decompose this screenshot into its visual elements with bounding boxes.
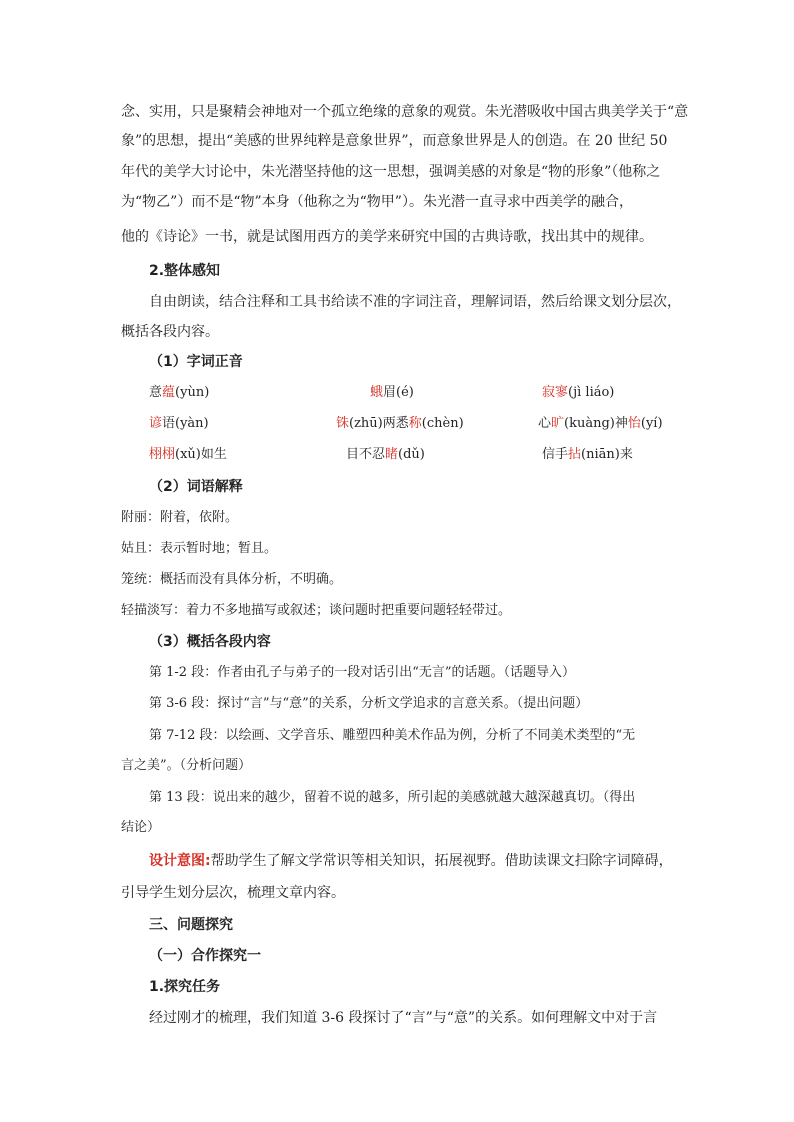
- vocab-item: 笼统：概括而没有具体分析，不明确。: [121, 572, 343, 587]
- heading-pronunciation: （1）字词正音: [149, 354, 243, 370]
- paragraph-line: 念、实用，只是聚精会神地对一个孤立绝缘的意象的观赏。朱光潜吸收中国古典美学关于“意: [121, 104, 689, 120]
- word-entry: 心旷(kuàng)神怡(yí): [538, 416, 663, 431]
- word-entry: 蛾眉(é): [370, 385, 414, 400]
- summary-line: 第 7-12 段：以绘画、文学音乐、雕塑四种美术作品为例，分析了不同美术类型的“无: [149, 728, 636, 743]
- heading-overall: 2.整体感知: [149, 263, 221, 279]
- heading-vocabulary: （2）词语解释: [149, 479, 243, 495]
- word-entry: 栩栩(xǔ)如生: [149, 447, 227, 462]
- design-intent: 设计意图:帮助学生了解文学常识等相关知识，拓展视野。借助读课文扫除字词障碍，: [149, 853, 673, 869]
- word-entry: 谚语(yàn): [149, 416, 209, 431]
- summary-line: 结论）: [121, 820, 161, 835]
- vocab-item: 轻描淡写：着力不多地描写或叙述；谈问题时把重要问题轻轻带过。: [121, 603, 512, 618]
- summary-line: 第 3-6 段：探讨“言”与“意”的关系，分析文学追求的言意关系。（提出问题）: [149, 696, 589, 711]
- paragraph-line: 为“物乙”）而不是“物”本身（他称之为“物甲”）。朱光潜一直寻求中西美学的融合，: [121, 194, 633, 210]
- heading-cooperative: （一）合作探究一: [149, 948, 261, 964]
- paragraph-line: 概括各段内容。: [121, 324, 219, 340]
- paragraph-line: 他的《诗论》一书，就是试图用西方的美学来研究中国的古典诗歌，找出其中的规律。: [121, 229, 653, 245]
- paragraph-line: 经过刚才的梳理，我们知道 3-6 段探讨了“言”与“意”的关系。如何理解文中对于言: [149, 1010, 658, 1026]
- vocab-item: 附丽：附着，依附。: [121, 510, 239, 525]
- paragraph-line: 年代的美学大讨论中，朱光潜坚持他的这一思想，强调美感的对象是“物的形象”（他称之: [121, 164, 661, 180]
- heading-summary: （3）概括各段内容: [149, 634, 271, 650]
- summary-line: 言之美”。（分析问题）: [121, 758, 252, 773]
- heading-section-3: 三、问题探究: [149, 917, 233, 933]
- summary-line: 第 13 段：说出来的越少，留着不说的越多，所引起的美感就越大越深越真切。（得出: [149, 790, 636, 805]
- summary-line: 第 1-2 段：作者由孔子与弟子的一段对话引出“无言”的话题。（话题导入）: [149, 665, 575, 680]
- paragraph-line: 自由朗读，结合注释和工具书给读不准的字词注音，理解词语，然后给课文划分层次，: [149, 294, 681, 310]
- word-entry: 铢(zhū)两悉称(chèn): [336, 416, 464, 431]
- word-entry: 寂寥(jì liáo): [542, 385, 615, 400]
- word-entry: 信手拈(niān)来: [542, 447, 633, 462]
- design-intent-label: 设计意图:: [149, 853, 211, 869]
- paragraph-line: 引导学生划分层次，梳理文章内容。: [121, 885, 345, 901]
- paragraph-line: 象”的思想，提出“美感的世界纯粹是意象世界”，而意象世界是人的创造。在 20 世纪 50: [121, 133, 668, 149]
- heading-task: 1.探究任务: [149, 979, 221, 995]
- vocab-item: 姑且：表示暂时地；暂且。: [121, 541, 278, 556]
- word-entry: 目不忍睹(dǔ): [346, 447, 425, 462]
- word-entry: 意蕴(yùn): [149, 385, 210, 400]
